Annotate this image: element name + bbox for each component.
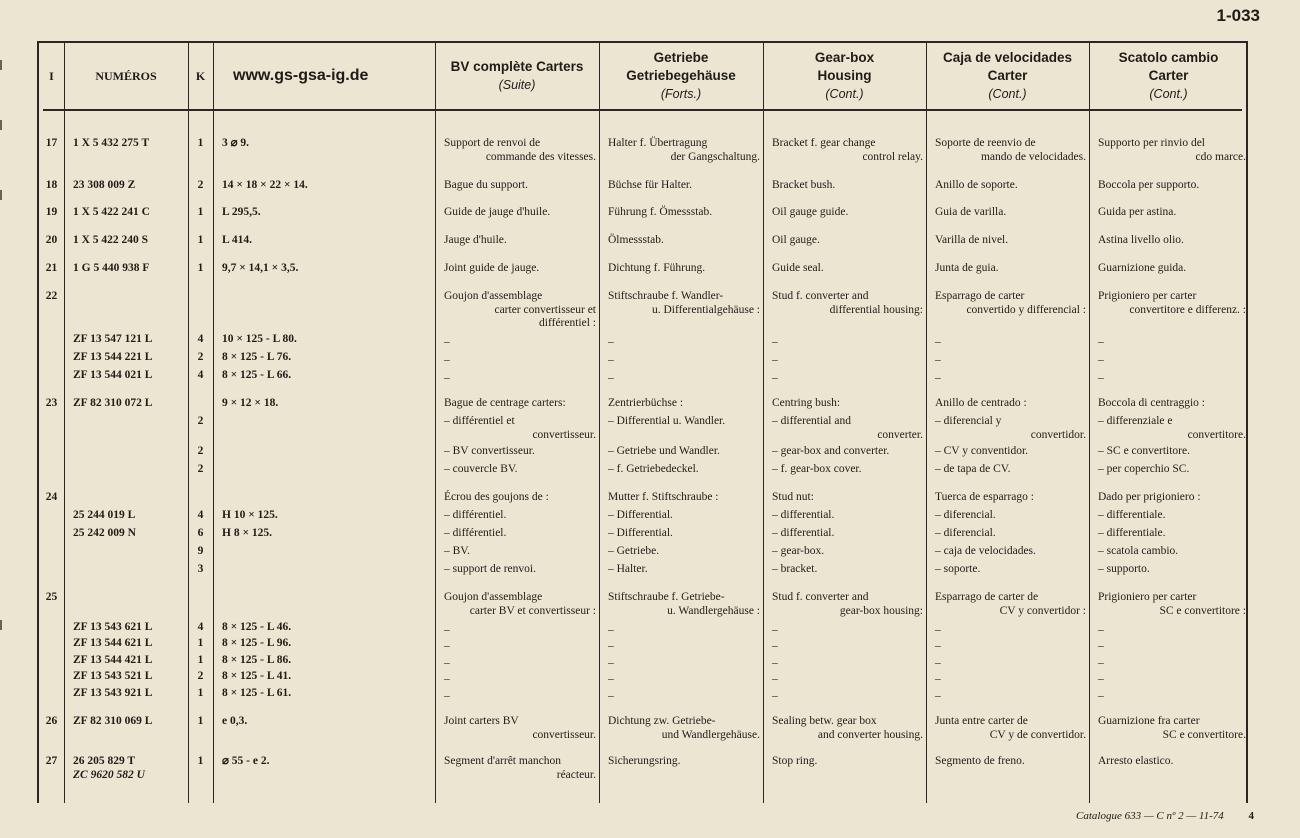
header-italian-sub: (Cont.) [1149,87,1188,101]
description-de-dash: – [608,640,614,652]
header-english-sub: (Cont.) [825,87,864,101]
description-es: Segmento de freno. [935,755,1025,767]
quantity: 1 [197,637,204,649]
description-it: cdo marce. [1195,150,1246,163]
description-it: SC e convertitore. [1162,728,1246,741]
item-number: 20 [45,234,58,246]
part-number: ZF 13 543 621 L [73,621,153,633]
margin-mark [0,60,2,70]
description-fr: Bague du support. [444,179,529,191]
dimensions: 8 × 125 - L 96. [222,637,292,649]
description-en-dash: – [772,673,778,685]
description-it: SC e convertitore : [1159,604,1246,617]
description-fr: Joint carters BV [444,715,519,727]
quantity: 1 [197,137,204,149]
description-fr: Goujon d'assemblage [444,290,543,302]
description-de: – Getriebe und Wandler. [608,445,720,457]
header-italian [1089,43,1248,109]
item-number: 27 [45,755,58,767]
description-es: CV y de convertidor. [989,728,1086,741]
parts-table [37,41,1248,803]
description-es: Junta de guia. [935,262,999,274]
description-es-dash: – [935,354,941,366]
description-fr-dash: – [444,640,450,652]
description-en: control relay. [862,150,923,163]
description-it-dash: – [1098,640,1104,652]
header-item-label: I [49,69,54,83]
description-it: Boccola per supporto. [1098,179,1200,191]
description-it-dash: – [1098,624,1104,636]
header-german-title: Getriebe Getriebegehäuse [626,50,736,83]
description-de: Sicherungsring. [608,755,681,767]
description-es: – soporte. [935,563,981,575]
part-number: ZF 13 544 221 L [73,351,153,363]
description-it-dash: – [1098,336,1104,348]
description-es: mando de velocidades. [980,150,1086,163]
margin-mark [0,620,2,630]
header-english [763,43,926,109]
description-it-dash: – [1098,372,1104,384]
description-it: – scatola cambio. [1098,545,1179,557]
description-en-dash: – [772,657,778,669]
description-de: der Gangschaltung. [670,150,760,163]
column-divider [599,43,600,803]
quantity: 4 [197,369,204,381]
part-number: 1 X 5 432 275 T [73,137,150,149]
description-es: – de tapa de CV. [935,463,1011,475]
description-de: Stiftschraube f. Wandler- [608,290,724,302]
description-fr-dash: – [444,372,450,384]
dimensions: 14 × 18 × 22 × 14. [222,179,308,191]
description-es: Varilla de nivel. [935,234,1009,246]
description-fr-dash: – [444,336,450,348]
description-it: Dado per prigioniero : [1098,491,1201,503]
description-es-dash: – [935,690,941,702]
header-spanish-sub: (Cont.) [988,87,1027,101]
dimensions: L 295,5. [222,206,261,218]
description-it: Guida per astina. [1098,206,1177,218]
description-it-dash: – [1098,354,1104,366]
description-en: Stud f. converter and [772,591,869,603]
dimensions: 8 × 125 - L 46. [222,621,292,633]
description-fr: commande des vitesses. [485,150,596,163]
description-es: – caja de velocidades. [935,545,1036,557]
dimensions: 8 × 125 - L 66. [222,369,292,381]
item-number: 17 [45,137,58,149]
description-fr-dash: – [444,673,450,685]
description-fr: Support de renvoi de [444,137,541,149]
description-de: – Differential. [608,527,673,539]
part-number: 26 205 829 T [73,755,136,767]
part-number: 23 308 009 Z [73,179,136,191]
page-number: 1-033 [1216,6,1260,25]
description-en: Stop ring. [772,755,818,767]
description-de: – f. Getriebedeckel. [608,463,699,475]
dimensions: L 414. [222,234,253,246]
description-en: Bracket bush. [772,179,836,191]
description-de: Halter f. Übertragung [608,137,708,149]
description-de: u. Wandlergehäuse : [667,604,760,617]
description-fr: Jauge d'huile. [444,234,507,246]
item-number: 24 [45,491,58,503]
description-de-dash: – [608,624,614,636]
header-k [188,43,213,109]
description-es-dash: – [935,640,941,652]
item-number: 19 [45,206,58,218]
description-it: Guarnizione guida. [1098,262,1187,274]
column-divider [763,43,764,803]
quantity: 6 [197,527,204,539]
description-es: – diferencial. [935,527,996,539]
part-number: 1 X 5 422 241 C [73,206,150,218]
description-fr: – différentiel. [444,509,507,521]
description-fr-dash: – [444,690,450,702]
description-en: – differential. [772,527,835,539]
part-number: 25 242 009 N [73,527,136,539]
description-es: – CV y conventidor. [935,445,1029,457]
header-french [435,43,599,109]
item-number: 22 [45,290,58,302]
description-de-dash: – [608,690,614,702]
description-fr: – différentiel. [444,527,507,539]
margin-mark [0,190,2,200]
description-de: Büchse für Halter. [608,179,692,191]
dimensions: H 10 × 125. [222,509,278,521]
description-es: Esparrago de carter de [935,591,1039,603]
dimensions: 9,7 × 14,1 × 3,5. [222,262,299,274]
description-de: Ölmessstab. [608,234,664,246]
header-german [599,43,763,109]
quantity: 3 [197,563,204,575]
description-it: – SC e convertitore. [1098,445,1190,457]
description-de: Dichtung f. Führung. [608,262,706,274]
footer-page: 4 [1248,810,1254,822]
description-es: Anillo de soporte. [935,179,1018,191]
quantity: 2 [197,179,204,191]
description-es-dash: – [935,673,941,685]
part-number: 1 G 5 440 938 F [73,262,150,274]
description-it-dash: – [1098,690,1104,702]
quantity: 4 [197,333,204,345]
header-french-title: BV complète Carters [450,59,584,74]
margin-mark [0,120,2,130]
description-en: – gear-box and converter. [772,445,890,457]
dimensions: H 8 × 125. [222,527,272,539]
quantity: 1 [197,755,204,767]
description-en-dash: – [772,372,778,384]
header-website [213,43,435,109]
header-item [39,43,64,109]
description-de: Stiftschraube f. Getriebe- [608,591,725,603]
description-fr: Segment d'arrêt manchon [444,755,562,767]
dimensions: 8 × 125 - L 86. [222,654,292,666]
description-en-dash: – [772,336,778,348]
description-it: – differenziale e [1098,415,1173,427]
description-it-dash: – [1098,673,1104,685]
description-it: – differentiale. [1098,509,1166,521]
item-number: 26 [45,715,58,727]
description-es-dash: – [935,624,941,636]
header-numbers [64,43,188,109]
column-divider [435,43,436,803]
description-fr: – BV. [444,545,470,557]
description-en: Oil gauge guide. [772,206,849,218]
header-numbers-label: NUMÉROS [95,69,157,83]
column-divider [64,43,65,803]
quantity: 2 [197,463,204,475]
quantity: 1 [197,234,204,246]
description-fr: réacteur. [556,768,596,781]
quantity: 1 [197,654,204,666]
column-divider [213,43,214,803]
part-number: ZF 82 310 072 L [73,397,153,409]
dimensions: 9 × 12 × 18. [222,397,279,409]
description-it: – supporto. [1098,563,1150,575]
dimensions: 8 × 125 - L 76. [222,351,292,363]
description-en: Sealing betw. gear box [772,715,877,727]
description-es: Esparrago de carter [935,290,1025,302]
description-es-dash: – [935,336,941,348]
description-en: Oil gauge. [772,234,820,246]
quantity: 1 [197,262,204,274]
part-number: ZF 13 543 921 L [73,687,153,699]
description-fr: convertisseur. [532,428,596,441]
description-fr: Goujon d'assemblage [444,591,543,603]
description-es: Anillo de centrado : [935,397,1027,409]
description-es: Junta entre carter de [935,715,1028,727]
description-en: Stud nut: [772,491,814,503]
description-en: gear-box housing: [839,604,923,617]
description-de-dash: – [608,673,614,685]
description-it: – per coperchio SC. [1098,463,1190,475]
description-es: – diferencial y [935,415,1002,427]
part-number: ZF 13 544 021 L [73,369,153,381]
website-url: www.gs-gsa-ig.de [233,67,369,84]
dimensions: 8 × 125 - L 61. [222,687,292,699]
header-german-sub: (Forts.) [660,87,702,101]
description-fr-dash: – [444,354,450,366]
description-it: convertitore. [1187,428,1246,441]
part-number-alt: ZC 9620 582 U [73,768,145,781]
description-en: – bracket. [772,563,818,575]
header-english-title: Gear-box Housing [814,50,875,83]
dimensions: ⌀ 55 - e 2. [222,755,270,767]
description-de-dash: – [608,354,614,366]
footer [1076,810,1254,822]
part-number: 1 X 5 422 240 S [73,234,149,246]
description-en: – f. gear-box cover. [772,463,862,475]
description-es: Soporte de reenvio de [935,137,1036,149]
description-en: – gear-box. [772,545,825,557]
description-fr-dash: – [444,624,450,636]
description-it: Boccola di centraggio : [1098,397,1205,409]
header-rule [43,109,1242,111]
description-fr: Bague de centrage carters: [444,397,566,409]
description-de: u. Differentialgehäuse : [651,303,760,316]
description-en-dash: – [772,690,778,702]
description-es: convertido y differencial : [966,303,1086,316]
quantity: 2 [197,445,204,457]
quantity: 4 [197,621,204,633]
description-it: convertitore e differenz. : [1129,303,1246,316]
description-es: Guia de varilla. [935,206,1007,218]
description-es: convertidor. [1030,428,1086,441]
description-en-dash: – [772,624,778,636]
description-it: Prigioniero per carter [1098,290,1197,302]
description-en: Bracket f. gear change [772,137,876,149]
description-de: Dichtung zw. Getriebe- [608,715,716,727]
dimensions: 10 × 125 - L 80. [222,333,297,345]
quantity: 2 [197,415,204,427]
column-divider [1089,43,1090,803]
description-fr: différentiel : [539,317,596,329]
description-en: and converter housing. [817,728,923,741]
catalogue-reference: Catalogue 633 — C nº 2 — 11-74 [1076,810,1224,822]
description-it: Guarnizione fra carter [1098,715,1200,727]
header-spanish-title: Caja de velocidades Carter [942,50,1073,83]
header-spanish [926,43,1089,109]
part-number: ZF 13 543 521 L [73,670,153,682]
description-es: – diferencial. [935,509,996,521]
description-fr: Écrou des goujons de : [444,491,549,503]
quantity: 2 [197,670,204,682]
description-en: – differential. [772,509,835,521]
description-de: und Wandlergehäuse. [661,728,760,741]
description-de: Zentrierbüchse : [608,397,684,409]
description-it-dash: – [1098,657,1104,669]
description-es-dash: – [935,657,941,669]
description-de: – Halter. [608,563,648,575]
description-es: Tuerca de esparrago : [935,491,1034,503]
item-number: 25 [45,591,58,603]
description-en-dash: – [772,640,778,652]
description-it: Astina livello olio. [1098,234,1184,246]
dimensions: e 0,3. [222,715,248,727]
description-fr: carter BV et convertisseur : [469,604,596,617]
description-fr: – différentiel et [444,415,515,427]
dimensions: 3 ⌀ 9. [222,137,250,149]
part-number: 25 244 019 L [73,509,136,521]
description-de: – Getriebe. [608,545,660,557]
description-fr: – support de renvoi. [444,563,536,575]
part-number: ZF 82 310 069 L [73,715,153,727]
item-number: 23 [45,397,58,409]
description-en: Stud f. converter and [772,290,869,302]
description-de-dash: – [608,657,614,669]
description-es: CV y convertidor : [999,604,1086,617]
item-number: 21 [45,262,58,274]
description-de: – Differential. [608,509,673,521]
part-number: ZF 13 544 421 L [73,654,153,666]
description-en: – differential and [772,415,851,427]
quantity: 2 [197,351,204,363]
quantity: 1 [197,715,204,727]
description-it: Prigioniero per carter [1098,591,1197,603]
description-it: Supporto per rinvio del [1098,137,1205,149]
description-fr: – BV convertisseur. [444,445,535,457]
quantity: 1 [197,206,204,218]
quantity: 1 [197,687,204,699]
header-italian-title: Scatolo cambio Carter [1118,50,1219,83]
description-de: Führung f. Ömessstab. [608,206,713,218]
description-fr: Guide de jauge d'huile. [444,206,551,218]
part-number: ZF 13 547 121 L [73,333,153,345]
description-fr: – couvercle BV. [444,463,518,475]
quantity: 9 [197,545,204,557]
description-fr-dash: – [444,657,450,669]
description-en: Centring bush: [772,397,841,409]
description-en: differential housing: [829,303,923,316]
description-fr: Joint guide de jauge. [444,262,540,274]
description-fr: carter convertisseur et [494,303,596,316]
header-french-sub: (Suite) [498,78,536,92]
quantity: 4 [197,509,204,521]
dimensions: 8 × 125 - L 41. [222,670,292,682]
item-number: 18 [45,179,58,191]
description-en: converter. [877,428,923,441]
description-fr: convertisseur. [532,728,596,741]
description-de: Mutter f. Stiftschraube : [608,491,719,503]
description-it: Arresto elastico. [1098,755,1174,767]
header-k-label: K [195,69,206,83]
column-divider [926,43,927,803]
description-en-dash: – [772,354,778,366]
description-es-dash: – [935,372,941,384]
description-de-dash: – [608,372,614,384]
description-de: – Differential u. Wandler. [608,415,726,427]
description-en: Guide seal. [772,262,824,274]
description-it: – differentiale. [1098,527,1166,539]
description-de-dash: – [608,336,614,348]
part-number: ZF 13 544 621 L [73,637,153,649]
